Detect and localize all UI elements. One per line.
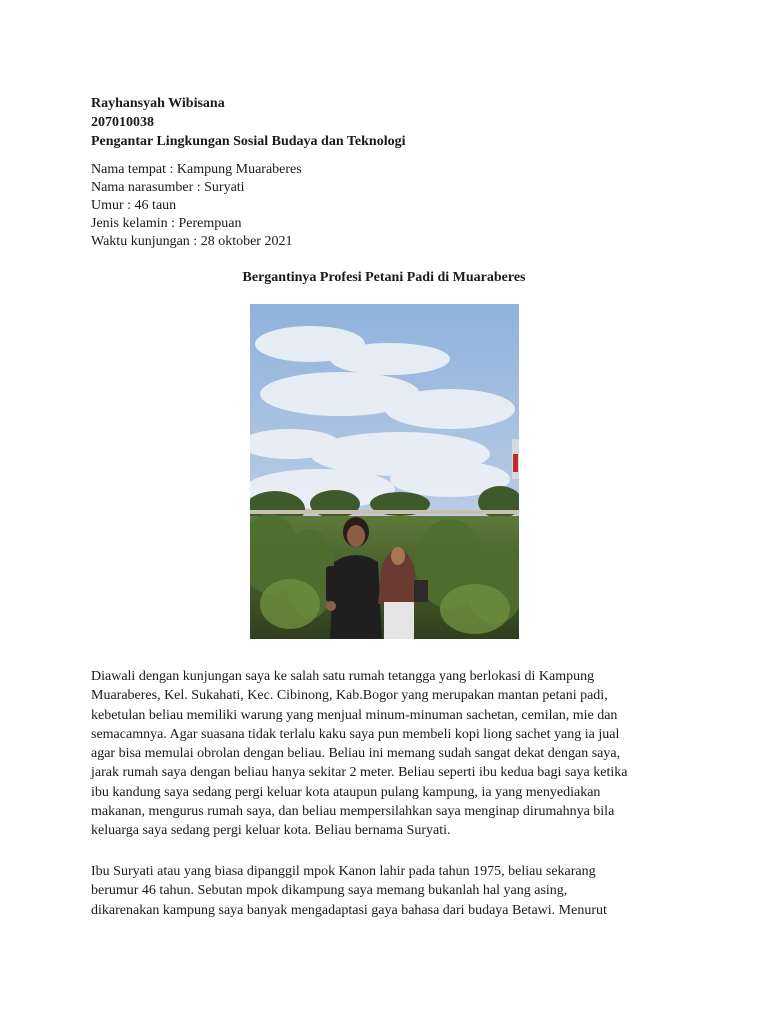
- paragraph-line: Muaraberes, Kel. Sukahati, Kec. Cibinong, Kab.Bogor yang merupakan mantan petani padi,: [91, 688, 608, 704]
- paragraph-line: jarak rumah saya dengan beliau hanya sekitar 2 meter. Beliau seperti ibu kedua bagi saya ketika: [91, 765, 628, 781]
- document-title: Bergantinya Profesi Petani Padi di Muaraberes: [242, 270, 526, 285]
- course-name: Pengantar Lingkungan Sosial Budaya dan Teknologi: [91, 134, 406, 149]
- paragraph-line: berumur 46 tahun. Sebutan mpok dikampung saya memang bukanlah hal yang asing,: [91, 883, 568, 899]
- paragraph-line: makanan, mengurus rumah saya, dan beliau mempersilahkan saya menginap dirumahnya bila: [91, 804, 615, 820]
- paragraph-1: [91, 667, 681, 841]
- paragraph-line: Diawali dengan kunjungan saya ke salah satu rumah tetangga yang berlokasi di Kampung: [91, 669, 595, 684]
- info-source: Nama narasumber : Suryati: [91, 180, 245, 195]
- paragraph-line: semacamnya. Agar suasana tidak terlalu kaku saya pun membeli kopi liong sachet yang ia jual: [91, 726, 620, 742]
- paragraph-line: Ibu Suryati atau yang biasa dipanggil mpok Kanon lahir pada tahun 1975, beliau sekarang: [91, 864, 596, 879]
- interview-photo: [250, 304, 519, 639]
- info-gender: Jenis kelamin : Perempuan: [91, 216, 242, 231]
- author-name: Rayhansyah Wibisana: [91, 96, 225, 111]
- info-place: Nama tempat : Kampung Muaraberes: [91, 162, 302, 177]
- paragraph-line: agar bisa memulai obrolan dengan beliau. Beliau ini memang sudah sangat dekat dengan saya,: [91, 746, 621, 762]
- paragraph-line: kebetulan beliau memiliki warung yang menjual minum-minuman sachetan, cemilan, mie dan: [91, 707, 618, 723]
- paragraph-2: [91, 862, 681, 920]
- student-id: 207010038: [91, 115, 154, 130]
- document-header: [91, 94, 405, 151]
- info-age: Umur : 46 taun: [91, 198, 177, 213]
- visit-info: [91, 161, 302, 251]
- paragraph-line: dikarenakan kampung saya banyak mengadaptasi gaya bahasa dari budaya Betawi. Menurut: [91, 902, 607, 918]
- info-visit-date: Waktu kunjungan : 28 oktober 2021: [91, 234, 293, 249]
- paragraph-line: keluarga saya sedang pergi keluar kota. Beliau bernama Suryati.: [91, 823, 451, 839]
- paragraph-line: ibu kandung saya sedang pergi keluar kota ataupun pulang kampung, ia yang menyediakan: [91, 784, 601, 800]
